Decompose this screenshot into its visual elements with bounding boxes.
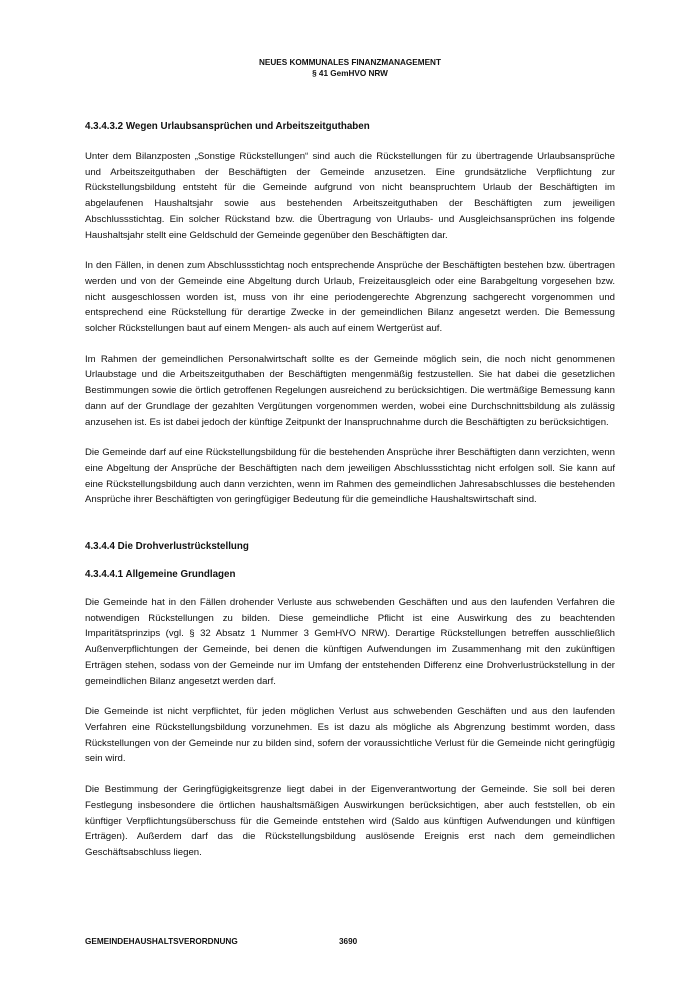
footer-label: GEMEINDEHAUSHALTSVERORDNUNG [85,937,238,946]
paragraph: Die Gemeinde ist nicht verpflichtet, für jeden möglichen Verlust aus schwebenden Geschäften und aus den laufenden Verfahren eine Rückstellungsbildung vorzunehmen. Es ist dazu als mögliche als Abgrenzung bestimmt worden, dass Rückstellungen von der Gemeinde nur zu bilden sind, sofern der voraussichtliche Verlust für die Gemeinde nicht geringfügig sein wird. [85,706,615,765]
paragraph: Unter dem Bilanzposten „Sonstige Rückstellungen“ sind auch die Rückstellungen für zu übertragende Urlaubsansprüche und Arbeitszeitguthaben der Beschäftigten der Gemeinde anzusetzen. Eine grundsätzliche Verpflichtung zur Rückstellungsbildung entsteht für die Gemeinde aufgrund von nicht beanspruchtem Urlaub der Beschäftigten im abgelaufenen Haushaltsjahr sowie aus bestehenden Arbeitszeitguthaben der Beschäftigten zum jeweiligen Abschlussstichtag. Ein solcher Rückstand bzw. die Übertragung von Urlaubs- und Ausgleichsansprüchen ins folgende Haushaltsjahr stellt eine Geldschuld der Gemeinde gegenüber den Beschäftigten dar. [85,151,615,241]
paragraph: Die Gemeinde darf auf eine Rückstellungsbildung für die bestehenden Ansprüche ihrer Beschäftigten dann verzichten, wenn eine Abgeltung der Ansprüche der Beschäftigten nach dem jeweiligen Abschlussstichtag nicht erfolgen soll. Sie kann auf eine Rückstellungsbildung auch dann verzichten, wenn im Rahmen des gemeindlichen Jahresabschlusses die bestehenden Ansprüche ihrer Beschäftigten von geringfügiger Bedeutung für die gemeindliche Haushaltswirtschaft sind. [85,447,615,506]
subsection-heading: 4.3.4.4.1 Allgemeine Grundlagen [85,569,236,581]
page-number: 3690 [339,937,358,946]
paragraph: In den Fällen, in denen zum Abschlussstichtag noch entsprechende Ansprüche der Beschäftigten bestehen bzw. übertragen werden und von der Gemeinde eine Abgeltung durch Urlaub, Freizeitausgleich oder eine Barabgeltung vorgesehen bzw. nicht ausgeschlossen worden ist, muss von ihr eine periodengerechte Abgrenzung sachgerecht vorgenommen und entsprechend eine Rückstellung für derartige Zwecke in der gemeindlichen Bilanz angesetzt werden. Die Bemessung solcher Rückstellungen baut auf einem Mengen- als auch auf einem Wertgerüst auf. [85,260,615,335]
header-subtitle: § 41 GemHVO NRW [312,69,388,78]
paragraph: Die Gemeinde hat in den Fällen drohender Verluste aus schwebenden Geschäften und aus den laufenden Verfahren die notwendigen Rückstellungen zu bilden. Diese gemeindliche Pflicht ist eine Auswirkung des zu beachtenden Imparitätsprinzips (vgl. § 32 Absatz 1 Nummer 3 GemHVO NRW). Derartige Rückstellungen betreffen ausschließlich Außenverpflichtungen der Gemeinde, bei denen die künftigen Aufwendungen im Zusammenhang mit den zukünftigen Erträgen stehen, sodass von der Gemeinde nur im Umfang der entstehenden Differenz eine Drohverlustrückstellung in der gemeindlichen Bilanz angesetzt werden darf. [85,597,615,687]
header-title: NEUES KOMMUNALES FINANZMANAGEMENT [259,58,441,67]
section-heading: 4.3.4.4 Die Drohverlustrückstellung [85,541,249,553]
page-footer [85,936,615,947]
paragraph: Die Bestimmung der Geringfügigkeitsgrenze liegt dabei in der Eigenverantwortung der Gemeinde. Sie soll bei deren Festlegung insbesondere die örtlichen haushaltsmäßigen Auswirkungen berücksichtigen, aber auch feststellen, ob ein künftiger Verpflichtungsüberschuss für die Gemeinde entstehen wird (Saldo aus künftigen Aufwendungen und künftigen Erträgen). Außerdem darf das die Rückstellungsbildung auslösende Ereignis erst nach dem gemeindlichen Geschäftsabschluss liegen. [85,784,615,858]
page-header [0,57,700,79]
document-body [85,119,615,861]
paragraph: Im Rahmen der gemeindlichen Personalwirtschaft sollte es der Gemeinde möglich sein, die noch nicht genommenen Urlaubstage und die Arbeitszeitguthaben der Beschäftigten mengenmäßig festzustellen. Sie hat dabei die gesetzlichen Bestimmungen sowie die örtlich getroffenen Regelungen ausreichend zu berücksichtigen. Die wertmäßige Bemessung kann dann auf der Grundlage der gezahlten Vergütungen vorgenommen werden, wobei eine Durchschnittsbildung als zulässig anzusehen ist. Es ist dabei jedoch der künftige Zeitpunkt der Inanspruchnahme durch die Beschäftigten zu berücksichtigen. [85,353,615,428]
section-heading: 4.3.4.3.2 Wegen Urlaubsansprüchen und Arbeitszeitguthaben [85,121,370,132]
